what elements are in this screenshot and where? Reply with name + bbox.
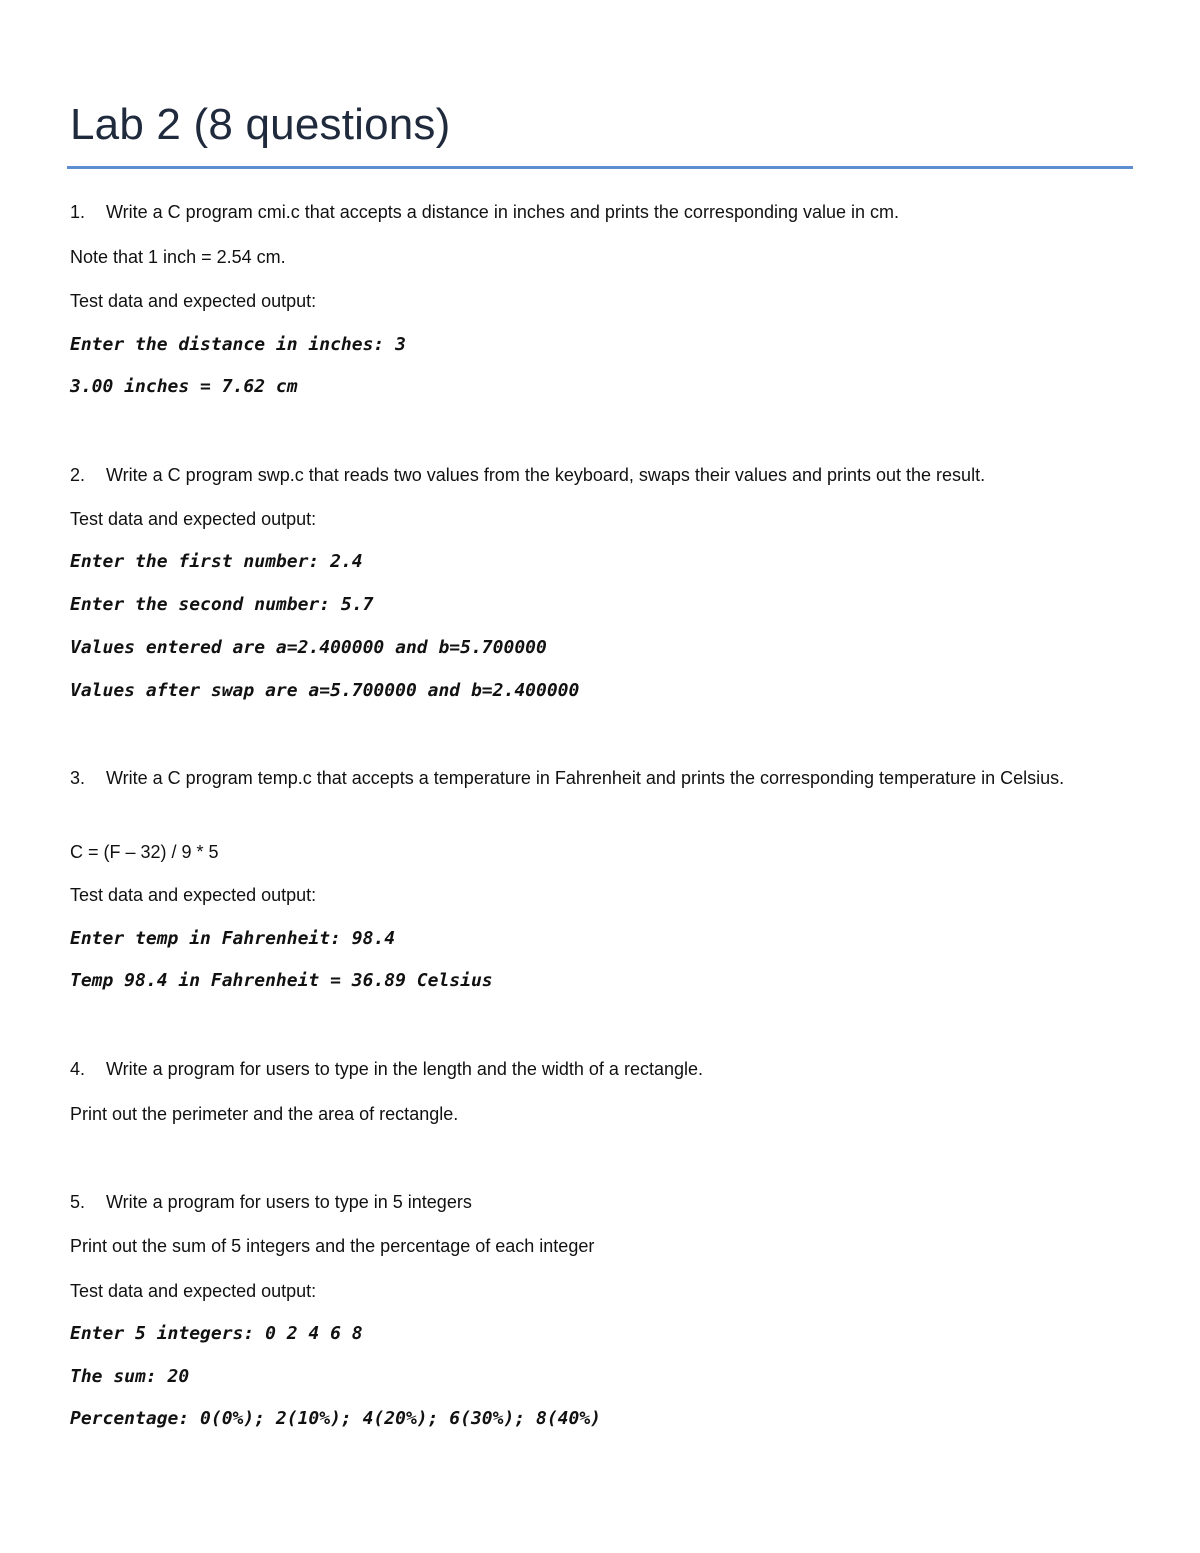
expected-output-line: 3.00 inches = 7.62 cm [70,376,298,397]
expected-output-line: Enter the distance in inches: 3 [70,334,406,355]
question-text: Write a program for users to type in 5 integers [106,1192,472,1212]
question-text: Write a C program cmi.c that accepts a distance in inches and prints the corresponding value in cm. [106,202,900,222]
expected-output-line: Values after swap are a=5.700000 and b=2.400000 [70,680,580,701]
expected-output-line: Values entered are a=2.400000 and b=5.700000 [70,637,547,658]
question-text: Write a C program swp.c that reads two values from the keyboard, swaps their values and prints out the result. [106,465,986,485]
question-number: 2. [70,465,86,485]
expected-output-line: Enter temp in Fahrenheit: 98.4 [70,928,396,949]
question-text: Write a C program temp.c that accepts a temperature in Fahrenheit and prints the corresponding temperature in Celsius. [106,768,1065,788]
question-number: 4. [70,1059,86,1079]
question-number: 5. [70,1192,86,1212]
question-note: Test data and expected output: [70,1281,317,1301]
expected-output-line: Enter the first number: 2.4 [70,551,363,572]
question-note: Print out the perimeter and the area of rectangle. [70,1104,459,1124]
question-text: Write a program for users to type in the length and the width of a rectangle. [106,1059,703,1079]
question-note: Test data and expected output: [70,291,317,311]
question-number: 3. [70,768,86,788]
expected-output-line: Enter 5 integers: 0 2 4 6 8 [70,1323,363,1344]
question-note: Print out the sum of 5 integers and the percentage of each integer [70,1236,595,1256]
page-title: Lab 2 (8 questions) [70,100,451,149]
question-note: C = (F – 32) / 9 * 5 [70,842,219,862]
expected-output-line: Percentage: 0(0%); 2(10%); 4(20%); 6(30%); 8(40%) [70,1408,602,1429]
question-note: Note that 1 inch = 2.54 cm. [70,247,286,267]
question-note: Test data and expected output: [70,885,317,905]
question-note: Test data and expected output: [70,509,317,529]
expected-output-line: Temp 98.4 in Fahrenheit = 36.89 Celsius [70,970,493,991]
title-underline [67,166,1133,169]
expected-output-line: The sum: 20 [70,1366,190,1387]
expected-output-line: Enter the second number: 5.7 [70,594,374,615]
question-number: 1. [70,202,86,222]
